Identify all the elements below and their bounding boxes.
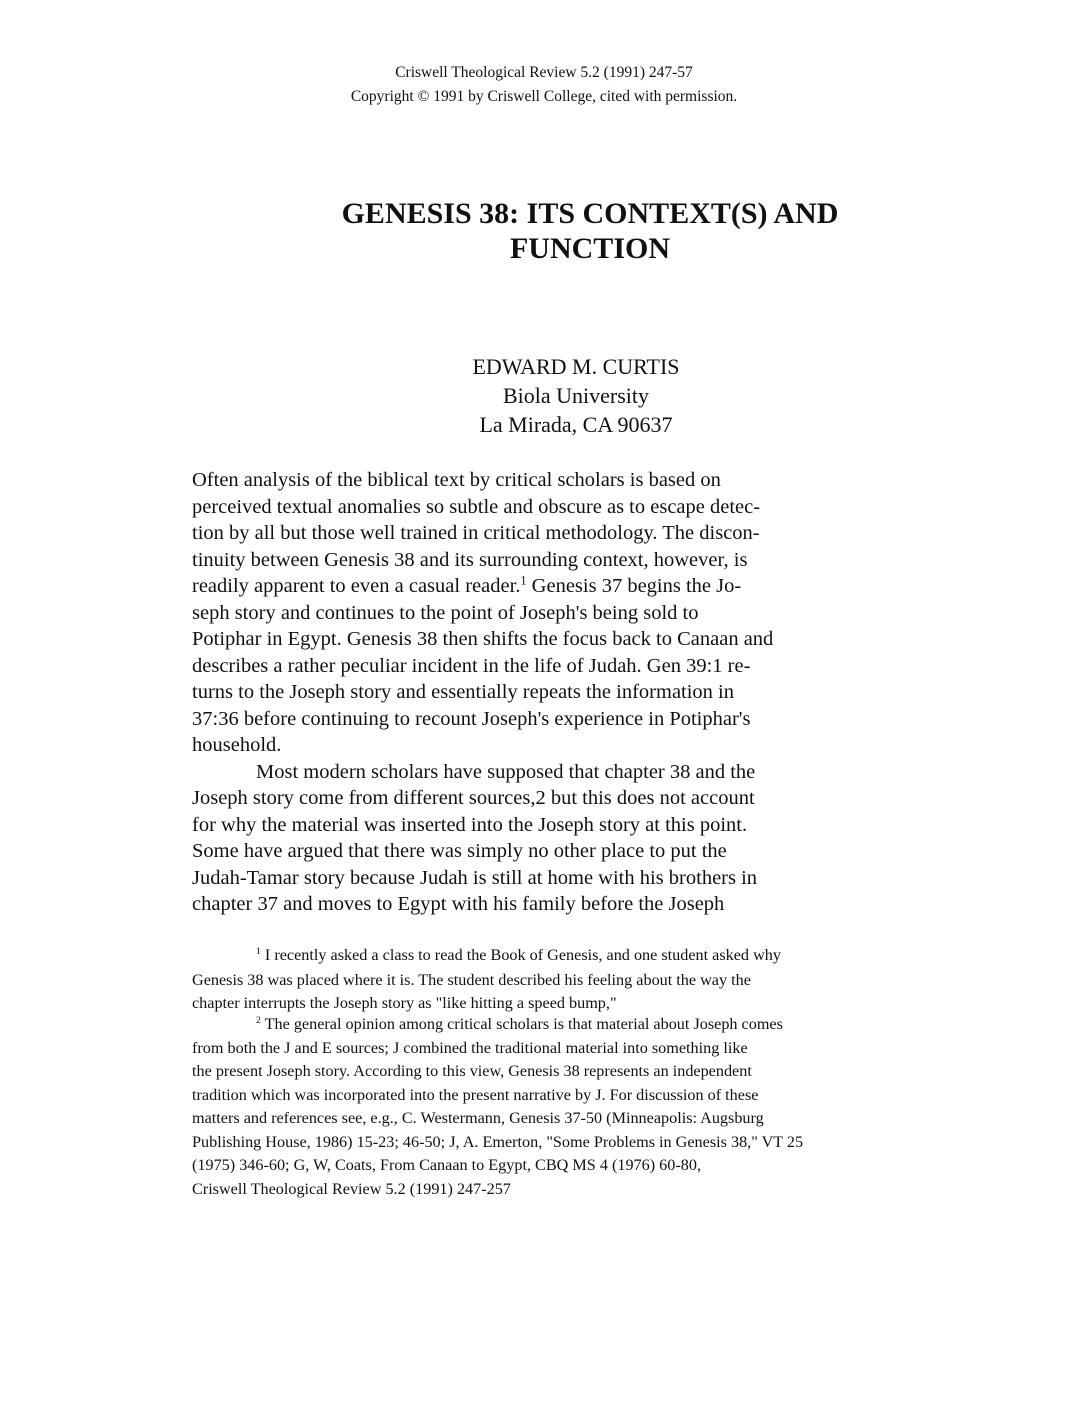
footnote-text: I recently asked a class to read the Book of Genesis, and one student asked why — [260, 946, 781, 964]
body-line: chapter 37 and moves to Egypt with his family before the Joseph — [192, 893, 725, 915]
journal-citation: Criswell Theological Review 5.2 (1991) 247-57 — [395, 64, 693, 81]
body-line — [192, 575, 741, 598]
article-title-line-1: GENESIS 38: ITS CONTEXT(S) AND — [341, 197, 839, 230]
body-line: tinuity between Genesis 38 and its surrounding context, however, is — [192, 549, 748, 571]
author-institution: Biola University — [502, 383, 650, 408]
body-line: Judah-Tamar story because Judah is still at home with his brothers in — [192, 867, 758, 889]
footnote-line: the present Joseph story. According to this view, Genesis 38 represents an independent — [192, 1062, 752, 1080]
body-line: for why the material was inserted into the Joseph story at this point. — [192, 814, 748, 836]
footnote-2 — [256, 1015, 783, 1034]
author-name: EDWARD M. CURTIS — [472, 354, 680, 379]
footnote-line: matters and references see, e.g., C. Westermann, Genesis 37-50 (Minneapolis: Augsburg — [192, 1109, 764, 1127]
body-line-text: readily apparent to even a casual reader. — [192, 575, 521, 597]
footnote-line: tradition which was incorporated into the present narrative by J. For discussion of these — [192, 1086, 759, 1104]
body-line: perceived textual anomalies so subtle and obscure as to escape detec- — [192, 496, 761, 518]
body-line: 37:36 before continuing to recount Joseph's experience in Potiphar's — [192, 708, 751, 730]
footnote-1 — [256, 946, 781, 965]
copyright-notice: Copyright © 1991 by Criswell College, cited with permission. — [350, 88, 738, 105]
author-location: La Mirada, CA 90637 — [479, 412, 673, 437]
body-line: seph story and continues to the point of Joseph's being sold to — [192, 602, 699, 624]
body-line: describes a rather peculiar incident in the life of Judah. Gen 39:1 re- — [192, 655, 751, 677]
footnote-line: chapter interrupts the Joseph story as "like hitting a speed bump," — [192, 994, 617, 1012]
body-line: turns to the Joseph story and essentially repeats the information in — [192, 681, 734, 703]
footnote-mark-2: 2 — [256, 1015, 261, 1027]
footnote-ref-1[interactable]: 1 — [520, 573, 527, 588]
body-line: Most modern scholars have supposed that chapter 38 and the — [256, 761, 756, 783]
body-line-text: Genesis 37 begins the Jo- — [526, 575, 742, 597]
body-line: Often analysis of the biblical text by critical scholars is based on — [192, 469, 721, 491]
body-line: Some have argued that there was simply no other place to put the — [192, 840, 727, 862]
article-title-line-2: FUNCTION — [509, 232, 670, 265]
body-line: Potiphar in Egypt. Genesis 38 then shifts the focus back to Canaan and — [192, 628, 774, 650]
footnote-line: (1975) 346-60; G, W, Coats, From Canaan to Egypt, CBQ MS 4 (1976) 60-80, — [192, 1156, 701, 1174]
body-line: tion by all but those well trained in critical methodology. The discon- — [192, 522, 760, 544]
footnote-line: Publishing House, 1986) 15-23; 46-50; J, A. Emerton, "Some Problems in Genesis 38," VT 25 — [192, 1133, 804, 1151]
footnote-line: Genesis 38 was placed where it is. The student described his feeling about the way the — [192, 971, 751, 989]
footnote-line: Criswell Theological Review 5.2 (1991) 247-257 — [192, 1180, 511, 1198]
footnote-line: from both the J and E sources; J combined the traditional material into something like — [192, 1039, 748, 1057]
body-line: Joseph story come from different sources,2 but this does not account — [192, 787, 755, 809]
footnote-mark-1: 1 — [256, 946, 261, 958]
footnote-text: The general opinion among critical scholars is that material about Joseph comes — [260, 1015, 783, 1033]
body-line: household. — [192, 734, 282, 756]
